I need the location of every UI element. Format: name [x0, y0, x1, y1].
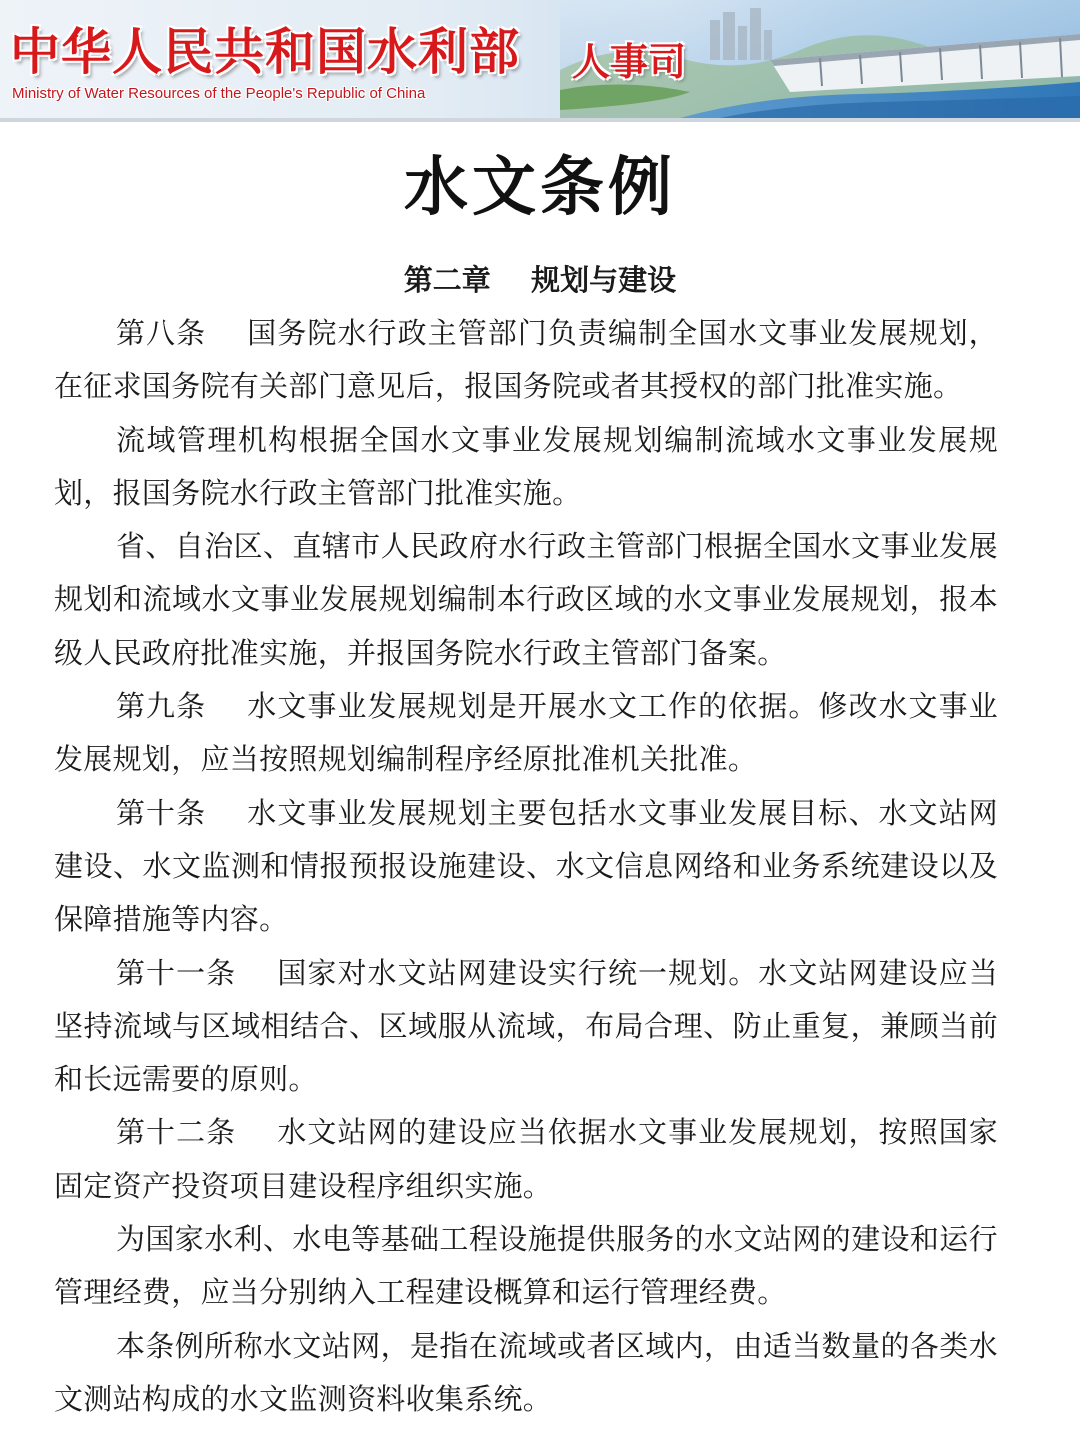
paragraph [54, 414, 998, 521]
chapter-heading: 第二章 规划与建设 [403, 263, 677, 297]
paragraph-text: 水文站网的建设应当依据水文事业发展规划，按照国家固定资产投资项目建设程序组织实施。 [54, 1115, 998, 1203]
article-label: 第十一条 [116, 955, 278, 990]
article-label: 第十二条 [116, 1115, 278, 1150]
ministry-banner [0, 0, 1080, 122]
paragraph [54, 1320, 998, 1427]
ministry-name-cn: 中华人民共和国水利部 [10, 23, 520, 81]
paragraph-text: 省、自治区、直辖市人民政府水行政主管部门根据全国水文事业发展规划和流域水文事业发展规划编制本行政区域的水文事业发展规划，报本级人民政府批准实施，并报国务院水行政主管部门备案。 [54, 529, 998, 670]
paragraph [54, 787, 998, 947]
paragraph [54, 1213, 998, 1320]
paragraph [54, 307, 998, 414]
article-label: 第十条 [116, 795, 248, 830]
paragraph-text: 国务院水行政主管部门负责编制全国水文事业发展规划，在征求国务院有关部门意见后，报国务院或者其授权的部门批准实施。 [54, 316, 998, 404]
paragraph [54, 947, 998, 1107]
article-label: 第九条 [116, 689, 248, 724]
paragraph [54, 680, 998, 787]
article-label: 第八条 [116, 316, 248, 350]
regulation-body [54, 307, 998, 1426]
paragraph-text: 国家对水文站网建设实行统一规划。水文站网建设应当坚持流域与区域相结合、区域服从流域，布局合理、防止重复，兼顾当前和长远需要的原则。 [54, 955, 998, 1097]
ministry-name-en: Ministry of Water Resources of the People's Republic of China [12, 85, 426, 102]
paragraph-text: 流域管理机构根据全国水文事业发展规划编制流域水文事业发展规划，报国务院水行政主管部门批准实施。 [54, 422, 998, 510]
document-title: 水文条例 [404, 150, 676, 225]
paragraph [54, 1106, 998, 1213]
paragraph-text: 本条例所称水文站网，是指在流域或者区域内，由适当数量的各类水文测站构成的水文监测资料收集系统。 [54, 1328, 998, 1416]
department-name: 人事司 [572, 40, 687, 84]
paragraph-text: 为国家水利、水电等基础工程设施提供服务的水文站网的建设和运行管理经费，应当分别纳入工程建设概算和运行管理经费。 [54, 1222, 998, 1310]
paragraph-text: 水文事业发展规划是开展水文工作的依据。修改水文事业发展规划，应当按照规划编制程序经原批准机关批准。 [54, 689, 998, 777]
paragraph [54, 520, 998, 680]
paragraph-text: 水文事业发展规划主要包括水文事业发展目标、水文站网建设、水文监测和情报预报设施建设、水文信息网络和业务系统建设以及保障措施等内容。 [54, 795, 998, 937]
